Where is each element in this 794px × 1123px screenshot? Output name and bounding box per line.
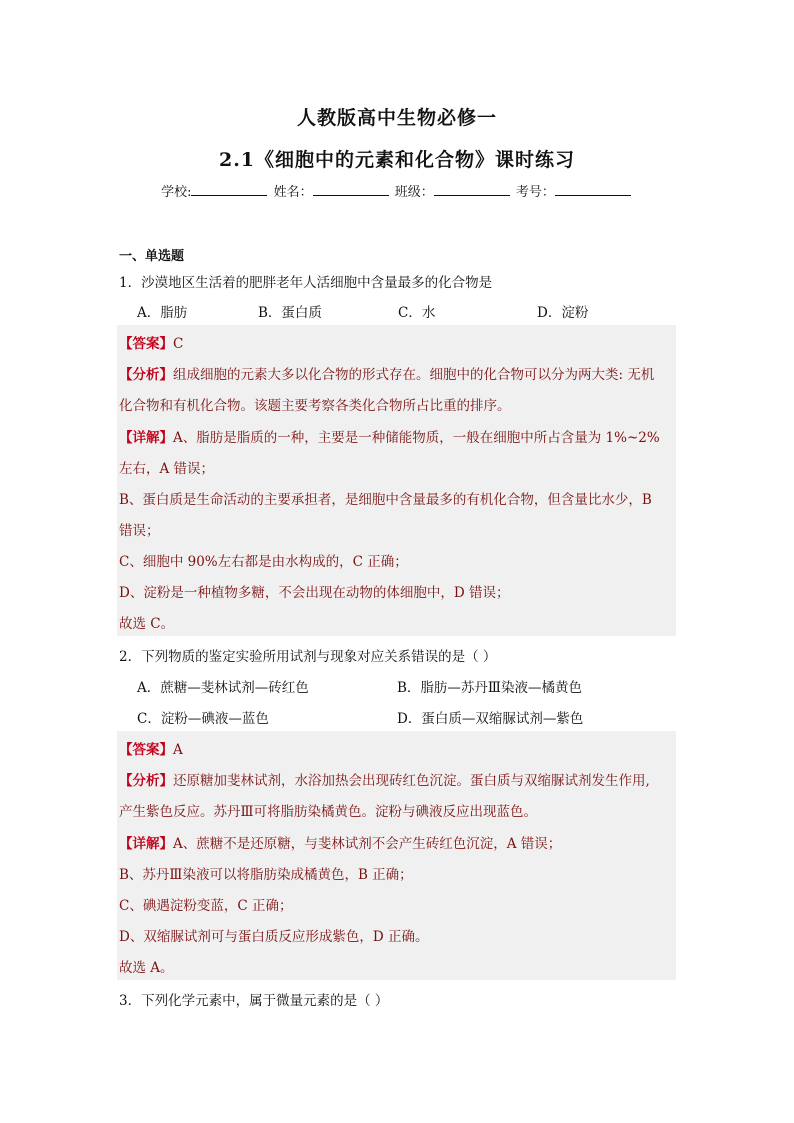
q2-detail-line-4: D、双缩脲试剂可与蛋白质反应形成紫色，D 正确。 [119,929,429,945]
q1-option-b: B．蛋白质 [258,305,322,321]
exam-number-label: 考号： [515,185,555,200]
question-2-stem: 2．下列物质的鉴定实验所用试剂与现象对应关系错误的是（ ） [119,649,497,665]
q1-detail-line-3: B、蛋白质是生命活动的主要承担者，是细胞中含量最多的有机化合物，但含量比水少，B [119,492,652,508]
page-title: 人教版高中生物必修一 [296,107,497,129]
question-1-stem: 1．沙漠地区生活着的肥胖老年人活细胞中含量最多的化合物是 [119,275,493,291]
student-info-line [0,181,794,200]
q1-detail-line-6: D、淀粉是一种植物多糖，不会出现在动物的体细胞中，D 错误； [119,585,510,601]
q2-option-c: C．淀粉—碘液—蓝色 [137,711,269,727]
q2-detail-line-2: B、苏丹Ⅲ染液可以将脂肪染成橘黄色，B 正确； [119,867,413,883]
q2-analysis-line-1: 【分析】还原糖加斐林试剂，水浴加热会出现砖红色沉淀。蛋白质与双缩脲试剂发生作用, [119,773,650,789]
q1-detail-line-7: 故选 C。 [119,616,175,632]
school-blank[interactable] [191,183,267,196]
q1-analysis-line-1: 【分析】组成细胞的元素大多以化合物的形式存在。细胞中的化合物可以分为两大类: 无机 [119,367,655,383]
q2-option-b: B．脂肪—苏丹Ⅲ染液—橘黄色 [397,680,582,696]
q1-analysis-line-2: 化合物和有机化合物。该题主要考察各类化合物所占比重的排序。 [119,398,511,414]
q1-detail-line-4: 错误； [119,523,160,539]
exam-number-blank[interactable] [555,183,631,196]
class-label: 班级： [394,185,434,200]
section-heading: 一、单选题 [119,249,185,264]
q1-detail-line-5: C、细胞中 90%左右都是由水构成的，C 正确； [119,554,408,570]
question-3-stem: 3．下列化学元素中，属于微量元素的是（ ） [119,993,389,1009]
q1-option-c: C．水 [398,305,436,321]
q1-answer: 【答案】C [119,336,184,352]
q2-detail-line-5: 故选 A。 [119,960,174,976]
q2-detail-line-1: 【详解】A、蔗糖不是还原糖，与斐林试剂不会产生砖红色沉淀，A 错误； [119,836,562,852]
q2-detail-line-3: C、碘遇淀粉变蓝，C 正确； [119,898,293,914]
q2-option-a: A．蔗糖—斐林试剂—砖红色 [137,680,309,696]
class-blank[interactable] [434,183,510,196]
q1-detail-line-1: 【详解】A、脂肪是脂质的一种，主要是一种储能物质，一般在细胞中所占含量为 1%~2% [119,430,660,446]
q2-analysis-line-2: 产生紫色反应。苏丹Ⅲ可将脂肪染橘黄色。淀粉与碘液反应出现蓝色。 [119,804,538,820]
school-label: 学校: [161,185,192,200]
q2-option-d: D．蛋白质—双缩脲试剂—紫色 [397,711,584,727]
q1-option-a: A．脂肪 [137,305,188,321]
q1-detail-line-2: 左右，A 错误； [119,461,215,477]
q2-answer: 【答案】A [119,742,183,758]
name-blank[interactable] [313,183,389,196]
q1-option-d: D．淀粉 [537,305,589,321]
page-subtitle: 2.1《细胞中的元素和化合物》课时练习 [218,149,576,171]
name-label: 姓名： [273,185,313,200]
